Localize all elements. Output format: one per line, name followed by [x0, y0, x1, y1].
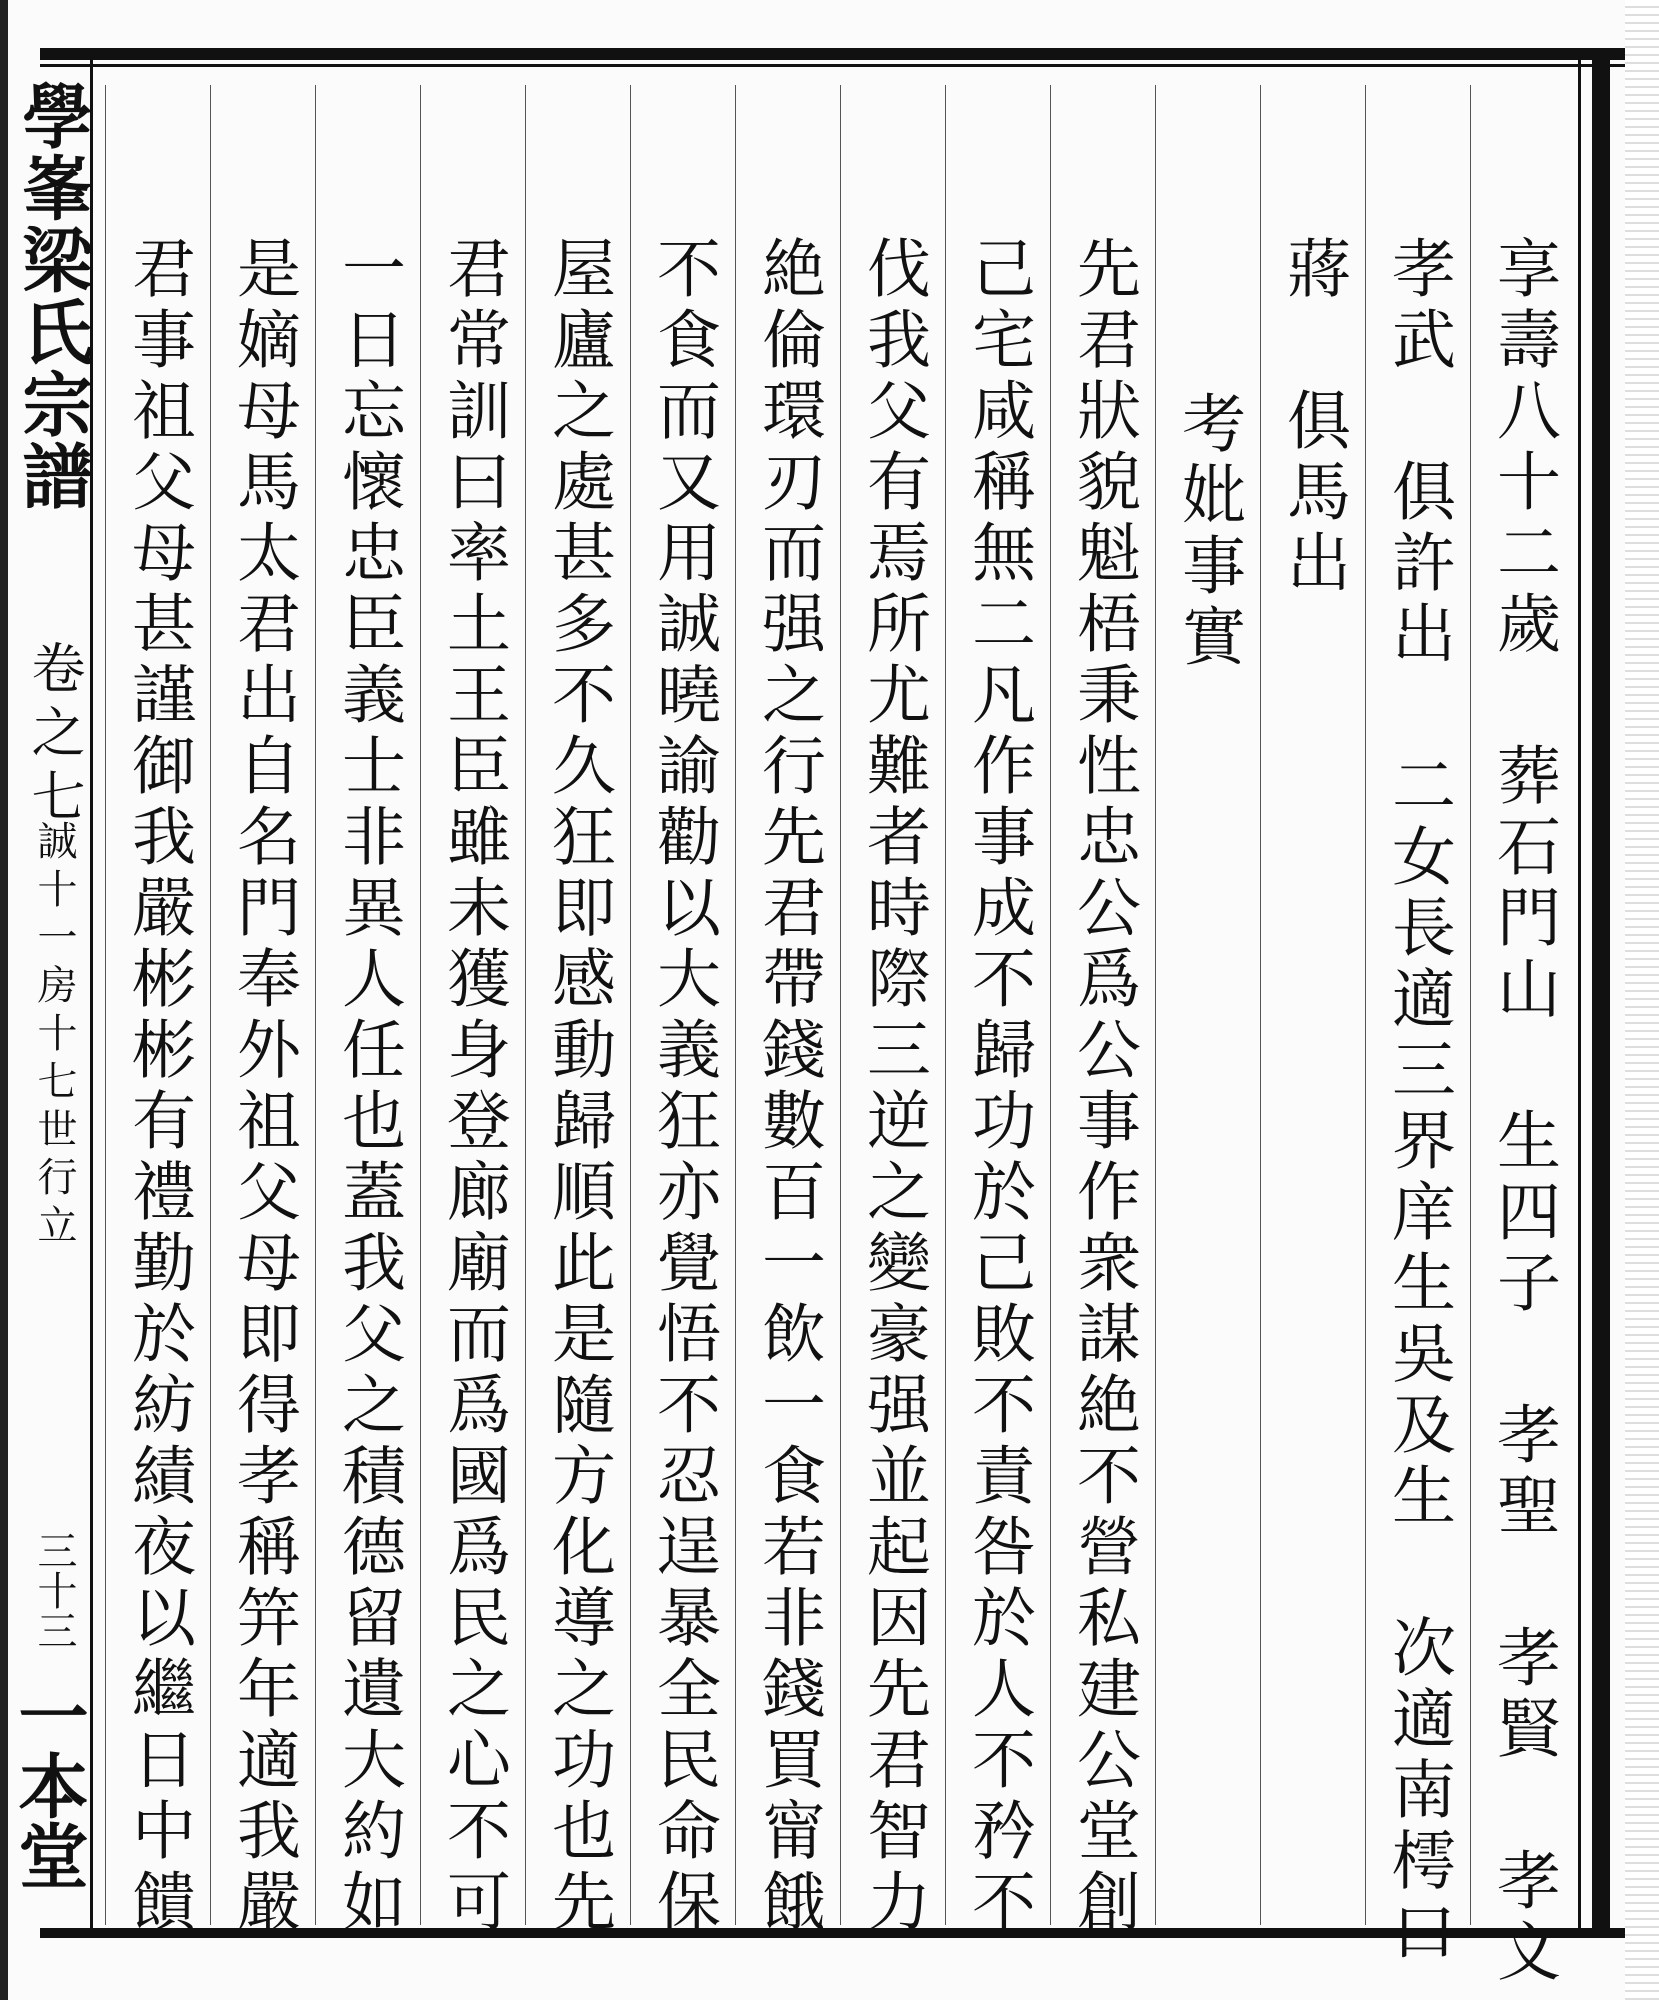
- text-column: 絶倫環刃而强之行先君帶錢數百一飲一食若非錢買甯餓: [735, 85, 840, 1925]
- frame-top-border: [40, 48, 1625, 60]
- text-column: 孝武 俱許出 二女長適三界庠生吳及生 次適南樗口: [1365, 85, 1470, 1925]
- margin-page-number: 三十三: [31, 1530, 77, 1650]
- margin-hall-name: 一本堂: [7, 1680, 90, 1890]
- text-column: 己宅咸稱無二凡作事成不歸功於己敗不責咎於人不矜不: [945, 85, 1050, 1925]
- text-column: 享壽八十二歲 葬石門山 生四子 孝聖 孝賢 孝文: [1470, 85, 1575, 1925]
- margin-book-title: 學峯梁氏宗譜: [11, 80, 94, 512]
- margin-volume: 卷之七: [23, 640, 86, 832]
- text-column: 是嫡母馬太君出自名門奉外祖父母即得孝稱笄年適我嚴: [210, 85, 315, 1925]
- text-column: 不食而又用誠曉諭勸以大義狂亦覺悟不忍逞暴全民命保: [630, 85, 735, 1925]
- frame-right-border: [1592, 48, 1610, 1938]
- text-column: 君常訓曰率土王臣雖未獲身登廊廟而爲國爲民之心不可: [420, 85, 525, 1925]
- frame-top-inner-border: [40, 64, 1625, 67]
- text-column: 伐我父有焉所尤難者時際三逆之變豪强並起因先君智力: [840, 85, 945, 1925]
- margin-section: 誠十一房十七世行立: [31, 820, 77, 1252]
- binding-strip: [1625, 0, 1659, 2000]
- text-column: 先君狀貌魁梧秉性忠公爲公事作衆謀絶不營私建公堂創: [1050, 85, 1155, 1925]
- text-column: 蔣 俱馬出: [1260, 85, 1365, 1925]
- frame-right-inner-border: [1578, 60, 1581, 1930]
- text-column: 君事祖父母甚謹御我嚴彬彬有禮勤於紡績夜以繼日中饋: [105, 85, 210, 1925]
- text-column: 屋廬之處甚多不久狂即感動歸順此是隨方化導之功也先: [525, 85, 630, 1925]
- text-columns: [105, 85, 1575, 1989]
- text-column: 一日忘懷忠臣義士非異人任也蓋我父之積德留遺大約如: [315, 85, 420, 1925]
- text-column: 考妣事實: [1155, 85, 1260, 1925]
